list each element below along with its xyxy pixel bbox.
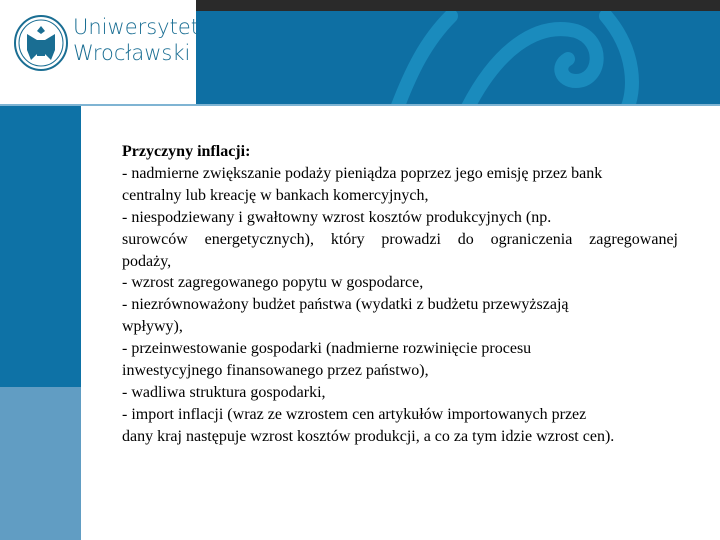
- text-line: - wadliwa struktura gospodarki,: [122, 383, 326, 401]
- header-band: [196, 11, 720, 105]
- slide-content: [122, 141, 678, 448]
- swirl-decoration-icon: [196, 11, 720, 105]
- left-strip-light: [0, 387, 81, 540]
- band-divider: [0, 104, 720, 106]
- text-line: inwestycyjnego finansowanego przez państwo),: [122, 362, 429, 380]
- logo: [0, 0, 199, 105]
- text-line: - wzrost zagregowanego popytu w gospodarce,: [122, 274, 424, 292]
- text-line: - przeinwestowanie gospodarki (nadmierne rozwinięcie procesu: [122, 340, 532, 358]
- text-line: podaży,: [122, 252, 172, 270]
- slide-heading: Przyczyny inflacji:: [122, 143, 251, 160]
- university-emblem-icon: [13, 14, 69, 72]
- top-dark-bar: [196, 0, 720, 11]
- text-line: - niespodziewany i gwałtowny wzrost kosztów produkcyjnych (np.: [122, 208, 552, 226]
- text-line: - niezrównoważony budżet państwa (wydatki z budżetu przewyższają: [122, 296, 569, 314]
- text-line: centralny lub kreację w bankach komercyjnych,: [122, 186, 429, 204]
- text-line: - import inflacji (wraz ze wzrostem cen artykułów importowanych przez: [122, 405, 587, 423]
- left-strip-dark: [0, 106, 81, 387]
- text-line: dany kraj następuje wzrost kosztów produkcji, a co za tym idzie wzrost cen).: [122, 427, 615, 445]
- logo-line-1: Uniwersytet: [73, 15, 199, 39]
- text-line: - nadmierne zwiększanie podaży pieniądza poprzez jego emisję przez bank: [122, 164, 603, 182]
- text-line: surowców energetycznych), który prowadzi do ograniczenia zagregowanej: [122, 230, 678, 248]
- logo-line-2: Wrocławski: [73, 41, 191, 65]
- text-line: wpływy),: [122, 318, 183, 336]
